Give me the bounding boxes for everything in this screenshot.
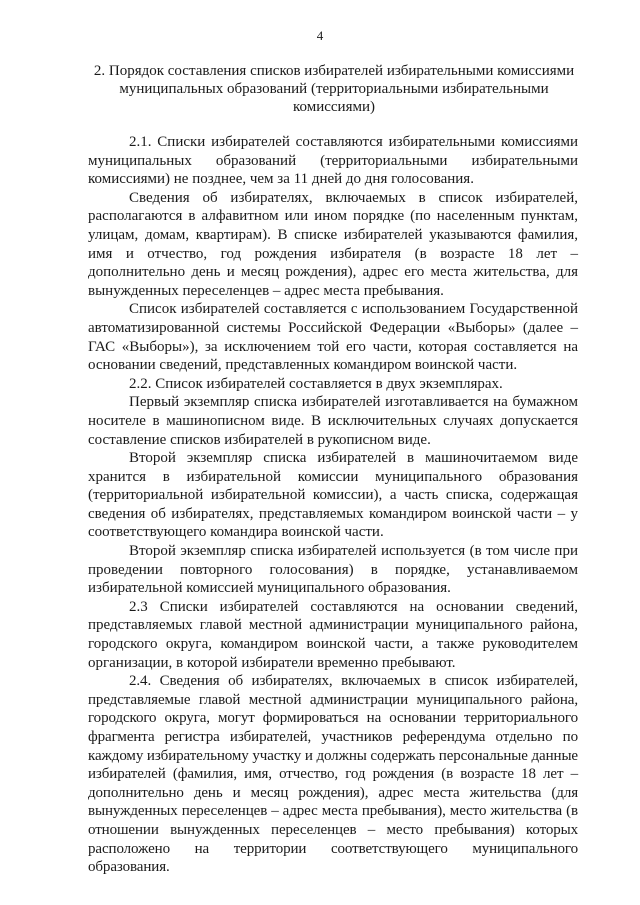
- paragraph-second-copy-usage: Второй экземпляр списка избирателей используется (в том числе при проведении повторного голосования) в порядке, устанавливаемом избирательной комиссией муниципального образования.: [88, 543, 578, 597]
- paragraph-voter-info-order: Сведения об избирателях, включаемых в список избирателей, располагаются в алфавитном или ином порядке (по населенным пунктам, улицам, домам, квартирам). В списке избирателей указываются фамилия, имя и отчество, год рождения избирателя (в возрасте 18 лет – дополнительно день и месяц рождения), адрес его места жительства, для вынужденных переселенцев – адрес места пребывания.: [88, 189, 578, 299]
- paragraph-second-copy-storage: Второй экземпляр списка избирателей в машиночитаемом виде хранится в избирательной комиссии муниципального образования (территориальной избирательной комиссии), а часть списка, содержащая сведения об избирателях, представляемых командиром воинской части – у соответствующего командира воинской части.: [88, 450, 578, 541]
- page-number: 4: [316, 28, 324, 43]
- section-title: 2. Порядок составления списков избирателей избирательными комиссиями муниципальных образований (территориальными избирательными комиссиями): [93, 63, 575, 115]
- paragraph-2-4: 2.4. Сведения об избирателях, включаемых в список избирателей, представляемые главой местной администрации муниципального района, городского округа, могут формироваться на основании территориального фрагмента регистра избирателей, участников референдума отдельно по каждому избирательному участку и должны содержать персональные данные избирателей (фамилия, имя, отчество, год рождения (в возрасте 18 лет – дополнительно день и месяц рождения), адрес места жительства (для вынужденных переселенцев – адрес места пребывания), место жительства (в отношении вынужденных переселенцев – место пребывания) которых расположено на территории соответствующего муниципального образования.: [88, 673, 578, 876]
- paragraph-first-copy: Первый экземпляр списка избирателей изготавливается на бумажном носителе в машинописном виде. В исключительных случаях допускается составление списков избирателей в рукописном виде.: [88, 394, 578, 448]
- paragraph-2-2: 2.2. Список избирателей составляется в двух экземплярах.: [129, 375, 503, 392]
- paragraph-gas-vybory: Список избирателей составляется с использованием Государственной автоматизированной системы Российской Федерации «Выборы» (далее – ГАС «Выборы»), за исключением той его части, которая составляется на основании сведений, представленных командиром воинской части.: [88, 301, 578, 374]
- paragraph-2-1: 2.1. Списки избирателей составляются избирательными комиссиями муниципальных образований (территориальными избирательными комиссиями) не позднее, чем за 11 дней до дня голосования.: [88, 134, 578, 188]
- document-body: [88, 133, 578, 877]
- paragraph-2-3: 2.3 Списки избирателей составляются на основании сведений, представляемых главой местной администрации муниципального района, городского округа, командиром воинской части, а также руководителем организации, в которой избиратели временно пребывают.: [88, 598, 578, 671]
